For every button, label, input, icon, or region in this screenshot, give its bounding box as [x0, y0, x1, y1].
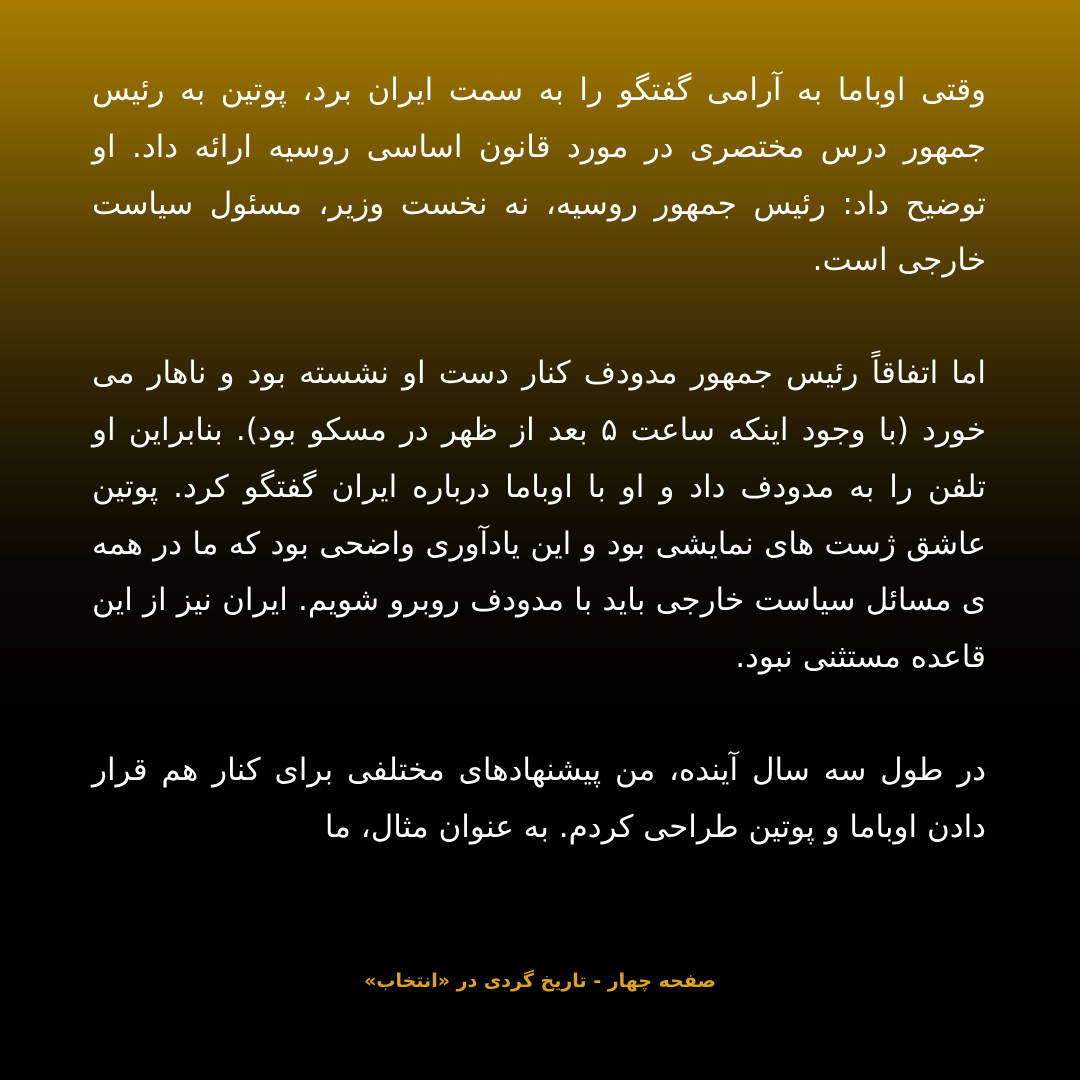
- paragraph-1: وقتی اوباما به آرامی گفتگو را به سمت ایران برد، پوتین به رئیس جمهور درس مختصری در مورد قانون اساسی روسیه ارائه داد. او توضیح داد: رئیس جمهور روسیه، نه نخست وزیر، مسئول سیاست خارجی است.: [92, 72, 986, 279]
- paragraph-2: اما اتفاقاً رئیس جمهور مدودف کنار دست او نشسته بود و ناهار می خورد (با وجود اینکه ساعت ۵ بعد از ظهر در مسکو بود). بنابراین او تلفن را به مدودف داد و او با اوباما درباره ایران گفتگو کرد. پوتین عاشق ژست های نمایشی بود و این یادآوری واضحی بود که ما در همه ی مسائل سیاست خارجی باید با مدودف روبرو شویم. ایران نیز از این قاعده مستثنی نبود.: [92, 355, 987, 676]
- article-body: [92, 62, 986, 856]
- page-footer-caption: صفحه چهار - تاریخ گردی در «انتخاب»: [364, 970, 716, 992]
- paragraph-3: در طول سه سال آینده، من پیشنهادهای مختلفی برای کنار هم قرار دادن اوباما و پوتین طراحی کردم. به عنوان مثال، ما: [92, 751, 986, 845]
